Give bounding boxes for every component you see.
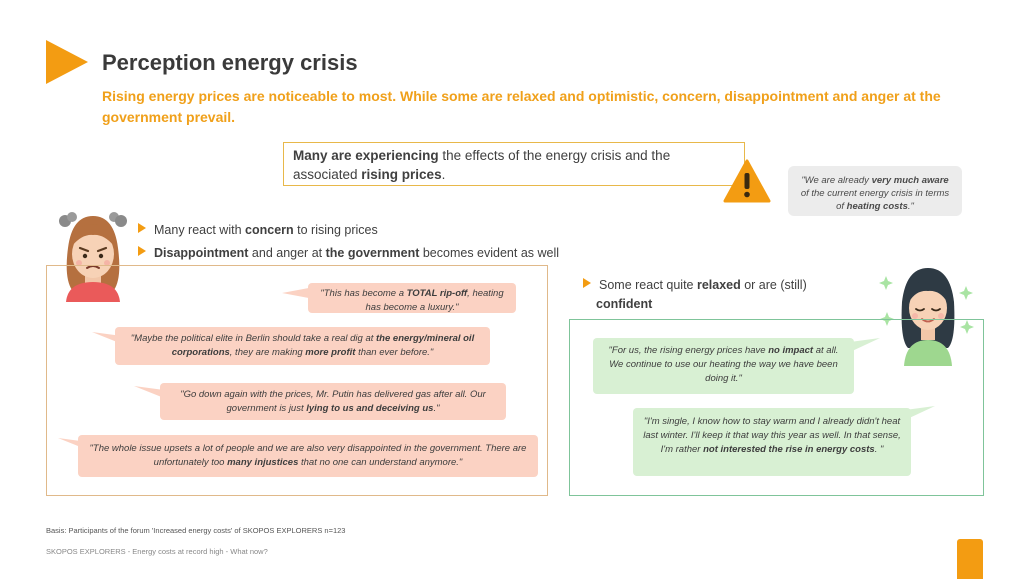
bullet-disappointment-mid: and anger at [248,246,326,260]
awareness-quote-mid: of the current energy crisis in terms of [800,188,950,212]
quote-injustices-c: that no one can understand anymore." [298,457,463,468]
awareness-quote-pre: "We are already [801,175,872,186]
quote-bubble-putin [160,383,506,420]
bullet-concern-post: to rising prices [293,223,378,237]
bullet-relaxed [583,276,807,314]
play-triangle-icon [46,40,88,84]
key-message-bold-2: rising prices [361,167,442,182]
quote-no-impact-b: no impact [768,345,814,356]
quote-elite-d: more profit [305,347,356,358]
footer-source: SKOPOS EXPLORERS - Energy costs at record high - What now? [46,547,268,556]
quote-injustices-b: many injustices [227,457,299,468]
quote-single-c: . " [874,444,884,455]
page-title: Perception energy crisis [102,50,358,75]
quote-elite-b: the energy/mineral oil corporations [171,333,475,358]
bullet-disappointment-post: becomes evident as well [419,246,560,260]
key-message-text-1: the effects of the energy crisis and the associated [293,148,671,182]
quote-ripoff-c: , heating has become a luxury." [365,288,504,313]
bullet-concern-bold: concern [245,223,294,237]
bullet-disappointment [138,246,559,260]
key-message-box [283,142,745,186]
quote-bubble-injustices [78,435,538,477]
quote-elite-e: than ever before." [355,347,434,358]
bullet-disappointment-bold: Disappointment [154,246,249,260]
footer-basis: Basis: Participants of the forum 'Increased energy costs' of SKOPOS EXPLORERS n=123 [46,526,346,535]
bullet-disappointment-bold-2: the government [325,246,420,260]
key-message-text-2: . [441,167,446,182]
page-subtitle: Rising energy prices are noticeable to most. While some are relaxed and optimistic, concern, disappointment and anger at the government prevail. [102,88,941,125]
bullet-relaxed-bold: relaxed [696,278,741,292]
quote-no-impact-c: at all. We continue to use our heating the way we have been doing it." [609,345,839,384]
awareness-quote-bold-2: heating costs [846,201,908,212]
bullet-triangle-icon [138,246,146,256]
quote-putin-a: "Go down again with the prices, Mr. Putin has delivered gas after all. Our government is just [180,389,486,414]
quote-putin-b: lying to us and deceiving us [306,403,434,414]
quote-single-b: not interested the rise in energy costs [703,444,875,455]
page-marker [957,539,983,579]
quote-injustices-a: "The whole issue upsets a lot of people and we are also very disappointed in the government. There are unfortunately too [89,443,527,468]
key-message-bold-1: Many are experiencing [293,148,439,163]
bullet-triangle-icon [138,223,146,233]
bullet-triangle-icon [583,278,591,288]
bullet-concern-pre: Many react with [154,223,246,237]
quote-elite-a: "Maybe the political elite in Berlin should take a real dig at [130,333,377,344]
bullet-relaxed-pre: Some react quite [599,278,697,292]
quote-ripoff-b: TOTAL rip-off [406,288,468,299]
awareness-quote [788,166,962,216]
quote-bubble-single [633,408,911,476]
quote-no-impact-a: "For us, the rising energy prices have [608,345,769,356]
awareness-quote-bold-1: very much aware [871,175,949,186]
quote-elite-c: , they are making [229,347,306,358]
awareness-quote-post: ." [907,201,914,212]
quote-bubble-no-impact [593,338,854,394]
quote-single-a: "I'm single, I know how to stay warm and I already didn't heat last winter. I'll keep it that way this year as well. In that sense, I'm rather [643,416,901,455]
bullet-relaxed-mid: or are (still) [740,278,807,292]
quote-putin-c: ." [433,403,440,414]
quote-bubble-elite [115,327,490,365]
quote-ripoff-a: "This has become a [320,288,407,299]
warning-icon [723,158,771,204]
quote-bubble-ripoff [308,283,516,313]
bullet-concern [138,223,378,237]
bubble-tail [850,338,880,352]
bullet-relaxed-bold-2: confident [596,297,653,311]
